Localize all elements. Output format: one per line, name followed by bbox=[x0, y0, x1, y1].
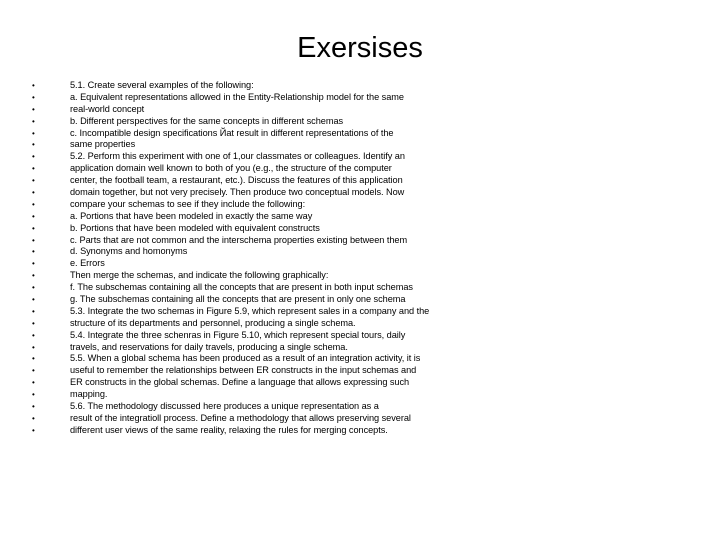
list-item-text: e. Errors bbox=[70, 258, 105, 269]
list-item-text: f. The subschemas containing all the concepts that are present in both input schemas bbox=[70, 282, 413, 293]
list-item-text: structure of its departments and personnel, producing a single schema. bbox=[70, 317, 356, 328]
list-item bbox=[32, 294, 702, 306]
bullet-icon: • bbox=[32, 354, 35, 364]
list-item-text: useful to remember the relationships between ER constructs in the input schemas and bbox=[70, 365, 417, 376]
list-item bbox=[32, 211, 702, 223]
list-item bbox=[32, 353, 702, 365]
list-item-text: ER constructs in the global schemas. Define a language that allows expressing such bbox=[70, 377, 410, 388]
list-item bbox=[32, 342, 702, 354]
list-item-text: 5.6. The methodology discussed here produces a unique representation as a bbox=[70, 401, 379, 412]
list-item bbox=[32, 389, 702, 401]
bullet-icon: • bbox=[32, 247, 35, 257]
list-item bbox=[32, 425, 702, 437]
list-item bbox=[32, 246, 702, 258]
list-item-text: center, the football team, a restaurant, etc.). Discuss the features of this application bbox=[70, 175, 403, 186]
bullet-icon: • bbox=[32, 128, 35, 138]
list-item bbox=[32, 377, 702, 389]
list-item bbox=[32, 128, 702, 140]
list-item bbox=[32, 413, 702, 425]
list-item bbox=[32, 365, 702, 377]
list-item bbox=[32, 199, 702, 211]
bullet-icon: • bbox=[32, 402, 35, 412]
list-item-text: 5.4. Integrate the three schenras in Figure 5.10, which represent special tours, daily bbox=[70, 329, 406, 340]
list-item bbox=[32, 139, 702, 151]
list-item-text: b. Portions that have been modeled with equivalent constructs bbox=[70, 222, 320, 233]
bullet-icon: • bbox=[32, 223, 35, 233]
list-item bbox=[32, 258, 702, 270]
bullet-icon: • bbox=[32, 235, 35, 245]
list-item bbox=[32, 401, 702, 413]
list-item bbox=[32, 282, 702, 294]
list-item-text: a. Equivalent representations allowed in the Entity-Relationship model for the same bbox=[70, 91, 404, 102]
list-item bbox=[32, 223, 702, 235]
bullet-icon: • bbox=[32, 92, 35, 102]
bullet-icon: • bbox=[32, 295, 35, 305]
list-item bbox=[32, 306, 702, 318]
bullet-icon: • bbox=[32, 104, 35, 114]
list-item bbox=[32, 80, 702, 92]
bullet-icon: • bbox=[32, 152, 35, 162]
list-item-text: mapping. bbox=[70, 389, 108, 400]
list-item bbox=[32, 104, 702, 116]
list-item-text: Then merge the schemas, and indicate the following graphically: bbox=[70, 270, 329, 281]
bullet-icon: • bbox=[32, 390, 35, 400]
list-item-text: g. The subschemas containing all the concepts that are present in only one schema bbox=[70, 294, 406, 305]
list-item bbox=[32, 235, 702, 247]
bullet-icon: • bbox=[32, 164, 35, 174]
bullet-icon: • bbox=[32, 176, 35, 186]
bullet-icon: • bbox=[32, 188, 35, 198]
list-item-text: domain together, but not very precisely. Then produce two conceptual models. Now bbox=[70, 187, 405, 198]
list-item-text: 5.2. Perform this experiment with one of 1,our classmates or colleagues. Identify an bbox=[70, 151, 405, 162]
list-item-text: 5.1. Create several examples of the following: bbox=[70, 80, 254, 90]
list-item-text: same properties bbox=[70, 139, 136, 150]
list-item-text: travels, and reservations for daily travels, producing a single schema. bbox=[70, 341, 348, 352]
list-item-text: real-world concept bbox=[70, 103, 145, 114]
list-item-text: d. Synonyms and homonyms bbox=[70, 246, 188, 257]
list-item-text: result of the integratioll process. Define a methodology that allows preserving several bbox=[70, 412, 411, 423]
bullet-icon: • bbox=[32, 116, 35, 126]
list-item-text: 5.3. Integrate the two schemas in Figure 5.9, which represent sales in a company and the bbox=[70, 305, 430, 316]
list-item bbox=[32, 187, 702, 199]
list-item bbox=[32, 175, 702, 187]
list-item-text: a. Portions that hаve been modeled in exactly the same way bbox=[70, 210, 313, 221]
list-item-text: compare your schemas to see if they include the following: bbox=[70, 198, 306, 209]
bullet-icon: • bbox=[32, 342, 35, 352]
exercise-list bbox=[32, 80, 702, 437]
list-item bbox=[32, 270, 702, 282]
slide-title: Exersises bbox=[297, 32, 423, 64]
bullet-icon: • bbox=[32, 271, 35, 281]
bullet-icon: • bbox=[32, 199, 35, 209]
bullet-icon: • bbox=[32, 81, 35, 90]
list-item bbox=[32, 318, 702, 330]
bullet-icon: • bbox=[32, 366, 35, 376]
list-item bbox=[32, 151, 702, 163]
list-item-text: c. Incompatible design specifications Йat result in different representations of the bbox=[70, 127, 394, 138]
bullet-icon: • bbox=[32, 306, 35, 316]
list-item-text: 5.5. When a global schema has been produced as a result of an integration activity, it is bbox=[70, 353, 421, 364]
list-item-text: application domain well known to both of you (e.g., the structure of the computer bbox=[70, 163, 392, 174]
bullet-icon: • bbox=[32, 413, 35, 423]
bullet-icon: • bbox=[32, 283, 35, 293]
list-item bbox=[32, 92, 702, 104]
bullet-icon: • bbox=[32, 378, 35, 388]
bullet-icon: • bbox=[32, 211, 35, 221]
list-item bbox=[32, 330, 702, 342]
list-item-text: different user views of the same reality, relaxing the rules for merging concepts. bbox=[70, 424, 388, 435]
list-item-text: c. Parts that are not common and the interschema properties existing between them bbox=[70, 234, 408, 245]
list-item-text: b. Different perspectives for the same concepts in different schemas bbox=[70, 115, 344, 126]
bullet-icon: • bbox=[32, 425, 35, 435]
bullet-icon: • bbox=[32, 140, 35, 150]
bullet-icon: • bbox=[32, 330, 35, 340]
list-item bbox=[32, 116, 702, 128]
bullet-icon: • bbox=[32, 318, 35, 328]
list-item bbox=[32, 163, 702, 175]
bullet-icon: • bbox=[32, 259, 35, 269]
